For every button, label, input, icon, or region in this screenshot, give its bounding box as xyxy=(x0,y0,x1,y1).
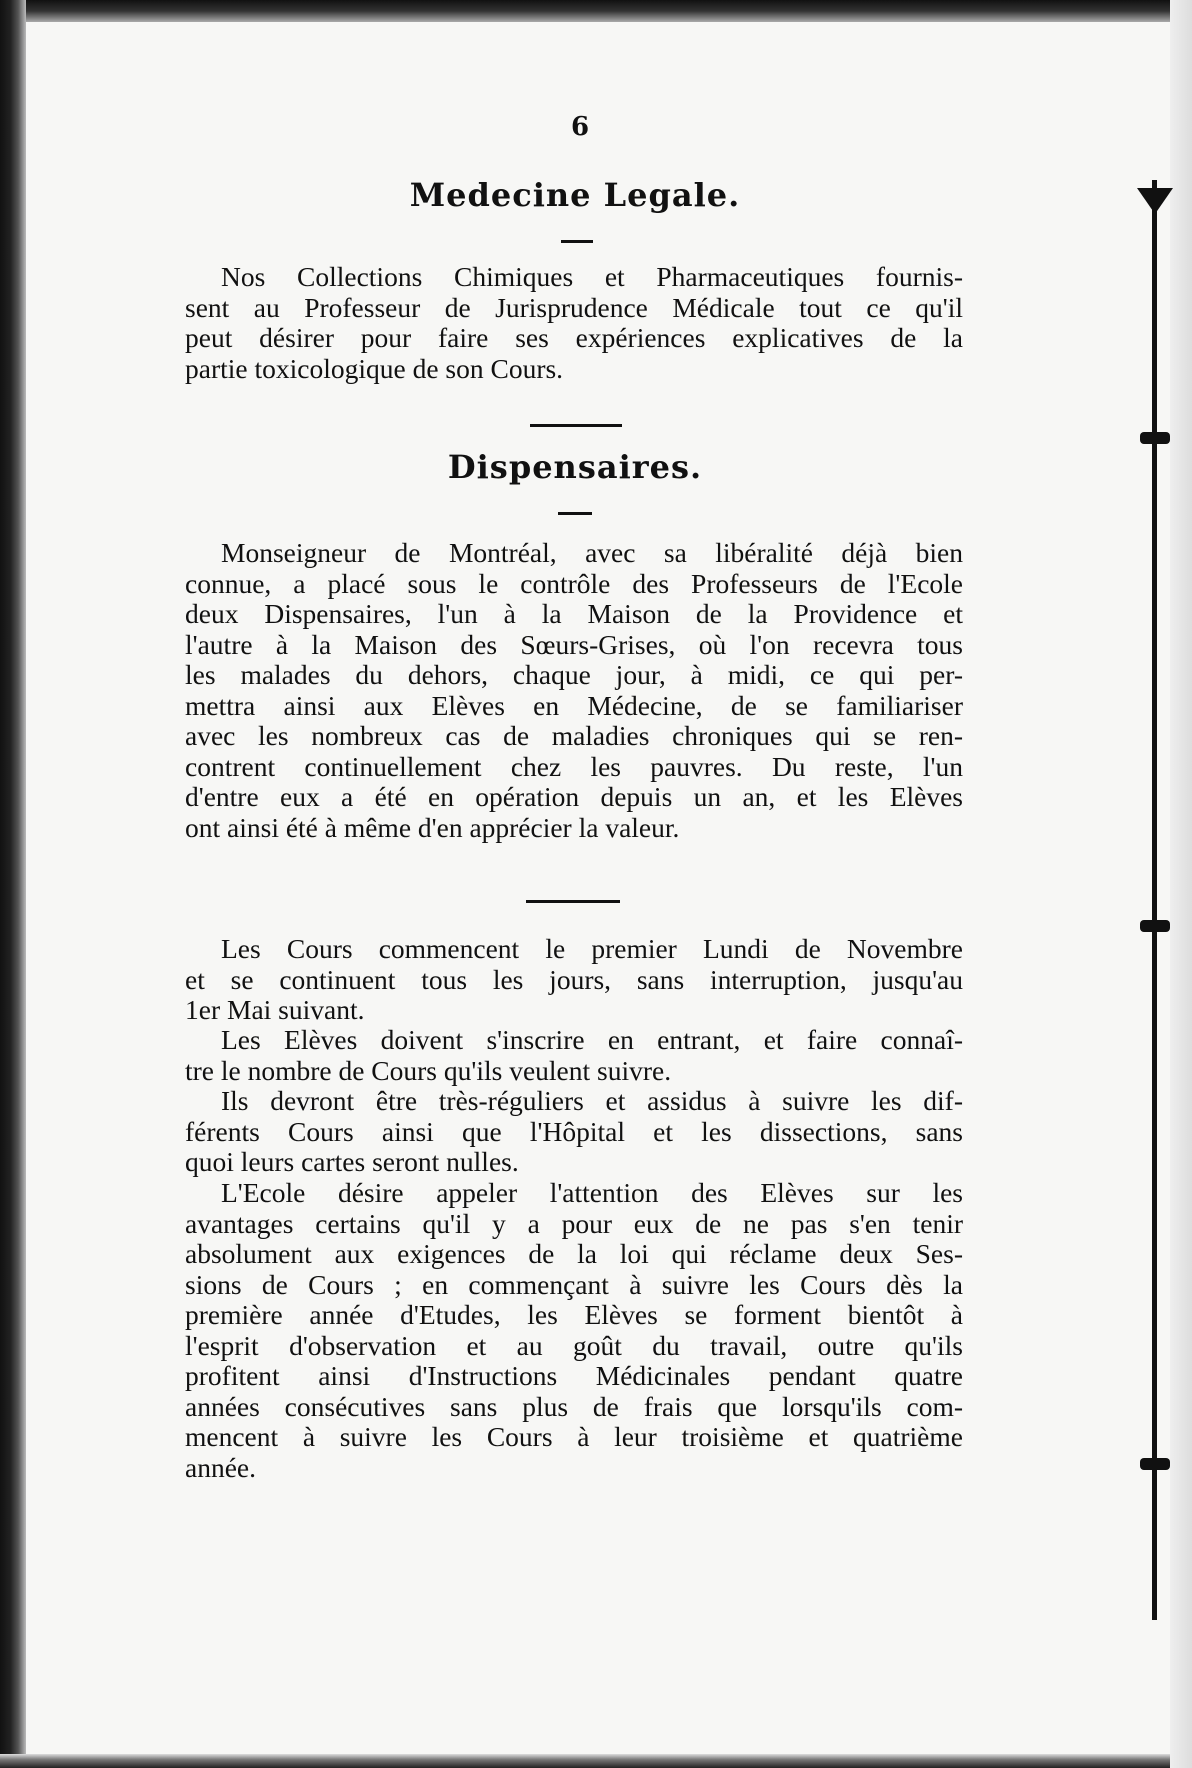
scan-border-bottom xyxy=(0,1754,1192,1768)
section-divider xyxy=(530,424,622,427)
text-line: sions de Cours ; en commençant à suivre les Cours dès la xyxy=(185,1268,963,1300)
section-divider xyxy=(526,900,620,903)
paragraph-dispensaires xyxy=(185,538,963,843)
binding-line xyxy=(1152,180,1157,1620)
text-line: connue, a placé sous le contrôle des Professeurs de l'Ecole xyxy=(185,567,963,599)
text-line: Monseigneur de Montréal, avec sa libéralité déjà bien xyxy=(221,537,963,568)
text-line: peut désirer pour faire ses expériences explicatives de la xyxy=(185,322,963,353)
text-line: l'autre à la Maison des Sœurs-Grises, où l'on recevra tous xyxy=(185,628,963,660)
text-line: mettra ainsi aux Elèves en Médecine, de se familiariser xyxy=(185,689,963,721)
text-line: première année d'Etudes, les Elèves se forment bientôt à xyxy=(185,1299,963,1330)
text-line: d'entre eux a été en opération depuis un an, et les Elèves xyxy=(185,781,963,812)
page-number: 6 xyxy=(570,112,590,142)
scan-border-left xyxy=(0,0,26,1768)
text-line: Ils devront être très-réguliers et assidus à suivre les dif- xyxy=(221,1085,963,1116)
short-rule xyxy=(561,240,593,243)
text-line: sent au Professeur de Jurisprudence Médicale tout ce qu'il xyxy=(185,291,963,323)
text-line: Les Elèves doivent s'inscrire en entrant, et faire connaî- xyxy=(221,1024,963,1055)
text-line: avec les nombreux cas de maladies chroniques qui se ren- xyxy=(185,720,963,751)
text-line: et se continuent tous les jours, sans interruption, jusqu'au xyxy=(185,963,963,995)
text-line: profitent ainsi d'Instructions Médicinales pendant quatre xyxy=(185,1360,963,1391)
text-line: l'esprit d'observation et au goût du travail, outre qu'ils xyxy=(185,1329,963,1361)
text-line: année. xyxy=(185,1451,256,1483)
section-heading-dispensaires: Dispensaires. xyxy=(447,448,703,486)
text-line: deux Dispensaires, l'un à la Maison de la Providence et xyxy=(185,598,963,629)
text-line: mencent à suivre les Cours à leur troisième et quatrième xyxy=(185,1421,963,1452)
text-line: quoi leurs cartes seront nulles. xyxy=(185,1146,519,1177)
paragraph-cours-dates xyxy=(185,934,963,1026)
paragraph-medecine-legale xyxy=(185,262,963,384)
text-line: partie toxicologique de son Cours. xyxy=(185,352,564,384)
short-rule xyxy=(558,512,592,515)
text-line: tre le nombre de Cours qu'ils veulent suivre. xyxy=(185,1054,672,1086)
text-line: années consécutives sans plus de frais que lorsqu'ils com- xyxy=(185,1390,963,1422)
paragraph-ecole-attention xyxy=(185,1178,963,1483)
paragraph-assiduite xyxy=(185,1086,963,1178)
text-line: 1er Mai suivant. xyxy=(185,994,365,1025)
text-line: férents Cours ainsi que l'Hôpital et les dissections, sans xyxy=(185,1115,963,1147)
text-line: avantages certains qu'il y a pour eux de ne pas s'en tenir xyxy=(185,1207,963,1239)
section-heading-medecine-legale: Medecine Legale. xyxy=(409,176,741,214)
binding-mark xyxy=(1140,432,1170,444)
scan-border-right xyxy=(1170,0,1192,1768)
text-line: absolument aux exigences de la loi qui réclame deux Ses- xyxy=(185,1238,963,1269)
text-line: Les Cours commencent le premier Lundi de Novembre xyxy=(221,933,963,964)
binding-mark xyxy=(1140,1458,1170,1470)
text-line: Nos Collections Chimiques et Pharmaceutiques fournis- xyxy=(221,261,963,292)
text-line: L'Ecole désire appeler l'attention des Elèves sur les xyxy=(221,1177,963,1208)
scan-border-top xyxy=(0,0,1192,22)
text-line: contrent continuellement chez les pauvres. Du reste, l'un xyxy=(185,750,963,782)
text-line: les malades du dehors, chaque jour, à midi, ce qui per- xyxy=(185,659,963,690)
paragraph-inscription xyxy=(185,1025,963,1086)
text-line: ont ainsi été à même d'en apprécier la valeur. xyxy=(185,811,680,843)
binding-mark xyxy=(1140,920,1170,932)
